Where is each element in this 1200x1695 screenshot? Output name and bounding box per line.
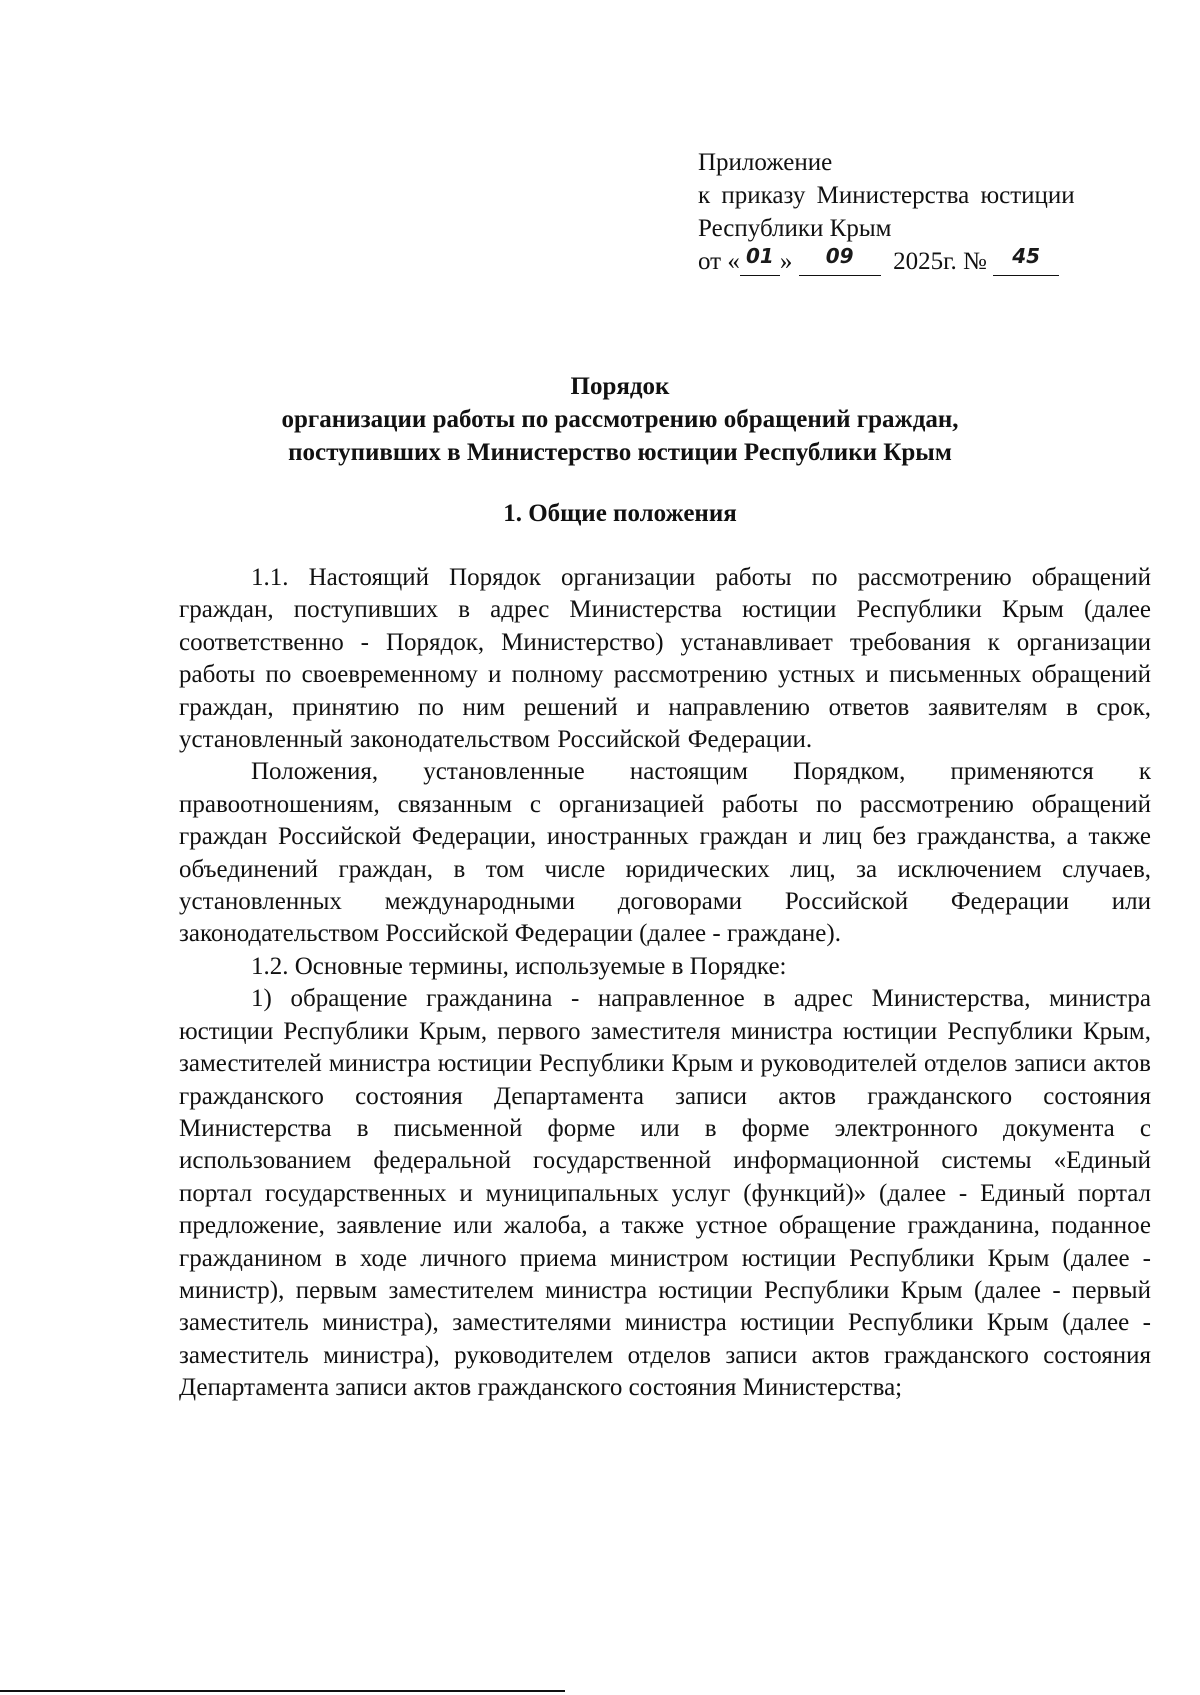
document-title bbox=[180, 370, 1060, 469]
paragraph-term-1: 1) обращение гражданина - направленное в адрес Министерства, министра юстиции Республики Крым, первого заместителя министра юстиции Республики Крым, заместителей министра юстиции Республики Крым и руководителей отделов записи актов гражданского состояния Департамента записи актов гражданского состояния Министерства в письменной форме или в форме электронного документа с использованием федеральной государственной информационной системы «Единый портал государственных и муниципальных услуг (функций)» (далее - Единый портал предложение, заявление или жалоба, а также устное обращение гражданина, поданное гражданином в ходе личного приема министром юстиции Республики Крым (далее - министр), первым заместителем министра юстиции Республики Крым (далее - первый заместитель министра), заместителями министра юстиции Республики Крым (далее - заместитель министра), руководителем отделов записи актов гражданского состояния Департамента записи актов гражданского состояния Министерства; bbox=[179, 985, 1151, 1402]
footer-rule-segment bbox=[476, 1690, 561, 1692]
title-line-2: организации работы по рассмотрению обращений граждан, bbox=[281, 406, 959, 433]
day-handwritten: 01 bbox=[745, 244, 774, 268]
title-line-1: Порядок bbox=[570, 373, 670, 400]
year-and-number-label: 2025г. № bbox=[893, 248, 987, 275]
appendix-order-ref: к приказу Министерства юстиции bbox=[698, 182, 1075, 209]
body-text bbox=[179, 562, 1151, 1405]
number-handwritten: 45 bbox=[1012, 244, 1041, 268]
title-line-3: поступивших в Министерство юстиции Республики Крым bbox=[288, 439, 952, 466]
appendix-republic: Республики Крым bbox=[698, 215, 892, 242]
appendix-block bbox=[698, 146, 1168, 278]
month-field bbox=[799, 244, 881, 276]
paragraph-1-2: 1.2. Основные термины, используемые в Порядке: bbox=[251, 952, 787, 980]
date-mid: » bbox=[779, 248, 793, 275]
section-heading: 1. Общие положения bbox=[503, 500, 737, 527]
appendix-title: Приложение bbox=[698, 149, 833, 176]
appendix-date-line bbox=[698, 245, 1168, 278]
paragraph-1-1: 1.1. Настоящий Порядок организации работы по рассмотрению обращений граждан, поступивших в адрес Министерства юстиции Республики Крым (далее соответственно - Порядок, Министерство) устанавливает требования к организации работы по своевременному и полному рассмотрению устных и письменных обращений граждан, принятию по ним решений и направлению ответов заявителям в срок, установленный законодательством Российской Федерации. bbox=[179, 564, 1151, 754]
day-field bbox=[740, 244, 780, 276]
date-prefix: от « bbox=[698, 248, 740, 275]
month-handwritten: 09 bbox=[825, 244, 854, 268]
number-field bbox=[993, 244, 1059, 276]
paragraph-provisions: Положения, установленные настоящим Порядком, применяются к правоотношениям, связанным с организацией работы по рассмотрению обращений граждан Российской Федерации, иностранных граждан и лиц без гражданства, а также объединений граждан, в том числе юридических лиц, за исключением случаев, установленных международными договорами Российской Федерации или законодательством Российской Федерации (далее - граждане). bbox=[179, 758, 1151, 948]
